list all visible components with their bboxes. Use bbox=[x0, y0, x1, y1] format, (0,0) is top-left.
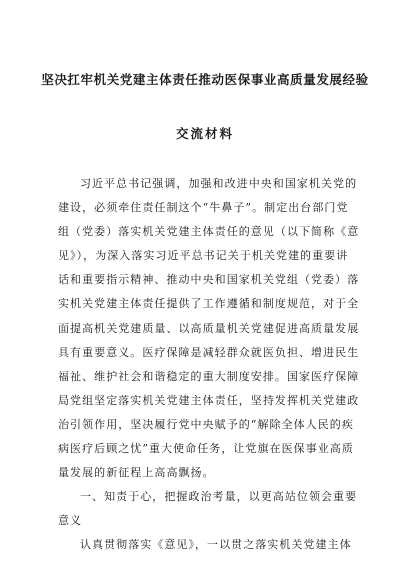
body-line: 实机关党建主体责任提供了工作遵循和制度规范，对于全 bbox=[58, 297, 360, 311]
body-line: 习近平总书记强调，加强和改进中央和国家机关党的 bbox=[80, 177, 358, 190]
body-line: 建设，必须牵住责任制这个“牛鼻子”。制定出台部门党 bbox=[58, 201, 349, 215]
body-line: 福祉、维护社会和谐稳定的重大制度安排。国家医疗保障 bbox=[58, 369, 360, 383]
body-line: 具有重要意义。医疗保障是减轻群众就医负担、增进民生 bbox=[58, 345, 360, 359]
body-line: 治引领作用，坚决履行党中央赋予的“解除全体人民的疾 bbox=[58, 417, 354, 431]
body-line: 面提高机关党建质量、以高质量机关党建促进高质量发展 bbox=[58, 321, 360, 335]
body-line: 认真贯彻落实《意见》，一以贯之落实机关党建主体 bbox=[80, 538, 352, 552]
body-line: 局党组坚定落实机关党建主体责任，坚持发挥机关党建政 bbox=[58, 393, 360, 407]
body-line: 见》），为深入落实习近平总书记关于机关党建的重要讲 bbox=[58, 249, 349, 263]
section-heading-line: 一、知责于心，把握政治考量，以更高站位领会重要 bbox=[80, 490, 358, 504]
document-subtitle: 交流材料 bbox=[175, 126, 234, 141]
document-title: 坚决扛牢机关党建主体责任推动医保事业高质量发展经验 bbox=[41, 72, 369, 87]
body-line: 量发展的新征程上高高飘扬。 bbox=[58, 466, 215, 480]
section-heading-line: 意义 bbox=[58, 514, 83, 528]
document-body bbox=[58, 172, 358, 558]
body-line: 组（党委）落实机关党建主体责任的意见（以下简称《意 bbox=[58, 225, 360, 239]
body-line: 话和重要指示精神、推动中央和国家机关党组（党委）落 bbox=[58, 273, 360, 287]
body-line: 病医疗后顾之忧”重大使命任务，让党旗在医保事业高质 bbox=[58, 442, 354, 456]
